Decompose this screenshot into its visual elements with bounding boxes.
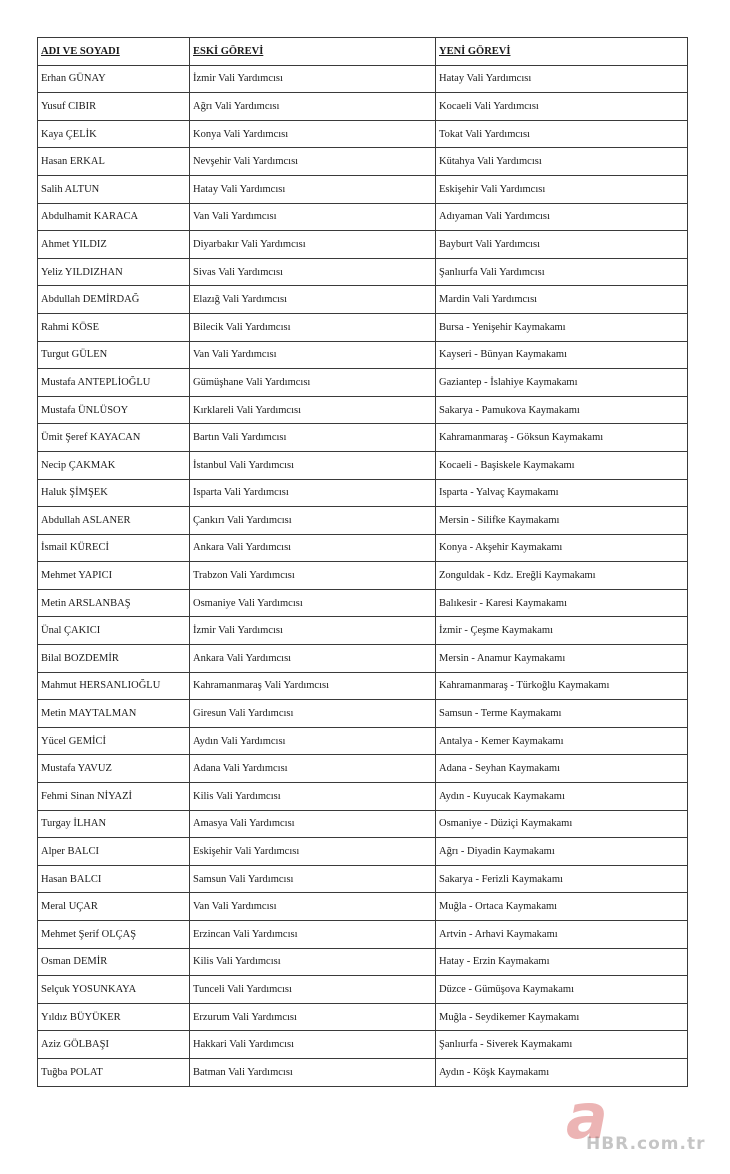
header-old-position: ESKİ GÖREVİ	[190, 38, 436, 66]
cell-name: Necip ÇAKMAK	[38, 451, 190, 479]
cell-name: Fehmi Sinan NİYAZİ	[38, 783, 190, 811]
cell-new-position: Adana - Seyhan Kaymakamı	[436, 755, 688, 783]
table-row	[38, 562, 688, 590]
cell-old-position: İzmir Vali Yardımcısı	[190, 65, 436, 93]
table-row	[38, 838, 688, 866]
table-row	[38, 231, 688, 259]
table-row	[38, 921, 688, 949]
cell-new-position: Sakarya - Pamukova Kaymakamı	[436, 396, 688, 424]
cell-old-position: Gümüşhane Vali Yardımcısı	[190, 369, 436, 397]
table-row	[38, 534, 688, 562]
cell-name: Yusuf CIBIR	[38, 93, 190, 121]
cell-old-position: Batman Vali Yardımcısı	[190, 1058, 436, 1086]
cell-old-position: Ankara Vali Yardımcısı	[190, 534, 436, 562]
table-row	[38, 1031, 688, 1059]
cell-old-position: Kilis Vali Yardımcısı	[190, 783, 436, 811]
cell-new-position: Mersin - Silifke Kaymakamı	[436, 507, 688, 535]
cell-name: Alper BALCI	[38, 838, 190, 866]
cell-name: Mehmet YAPICI	[38, 562, 190, 590]
table-row	[38, 148, 688, 176]
cell-new-position: Düzce - Gümüşova Kaymakamı	[436, 976, 688, 1004]
cell-name: Aziz GÖLBAŞI	[38, 1031, 190, 1059]
cell-new-position: Kahramanmaraş - Türkoğlu Kaymakamı	[436, 672, 688, 700]
cell-old-position: Sivas Vali Yardımcısı	[190, 258, 436, 286]
table-body	[38, 65, 688, 1086]
cell-old-position: Van Vali Yardımcısı	[190, 893, 436, 921]
cell-old-position: Elazığ Vali Yardımcısı	[190, 286, 436, 314]
cell-name: Erhan GÜNAY	[38, 65, 190, 93]
cell-old-position: Tunceli Vali Yardımcısı	[190, 976, 436, 1004]
watermark-letter: a	[566, 1080, 608, 1153]
table-row	[38, 893, 688, 921]
cell-new-position: Konya - Akşehir Kaymakamı	[436, 534, 688, 562]
appointments-table	[37, 37, 688, 1087]
cell-old-position: Adana Vali Yardımcısı	[190, 755, 436, 783]
cell-old-position: Erzurum Vali Yardımcısı	[190, 1003, 436, 1031]
cell-name: Yücel GEMİCİ	[38, 727, 190, 755]
cell-new-position: Samsun - Terme Kaymakamı	[436, 700, 688, 728]
cell-new-position: Şanlıurfa Vali Yardımcısı	[436, 258, 688, 286]
cell-new-position: Aydın - Köşk Kaymakamı	[436, 1058, 688, 1086]
table-row	[38, 65, 688, 93]
cell-name: Meral UÇAR	[38, 893, 190, 921]
cell-new-position: Kocaeli Vali Yardımcısı	[436, 93, 688, 121]
cell-old-position: Kahramanmaraş Vali Yardımcısı	[190, 672, 436, 700]
cell-old-position: Diyarbakır Vali Yardımcısı	[190, 231, 436, 259]
table-row	[38, 755, 688, 783]
table-row	[38, 948, 688, 976]
cell-new-position: Mersin - Anamur Kaymakamı	[436, 645, 688, 673]
cell-old-position: Kırklareli Vali Yardımcısı	[190, 396, 436, 424]
table-row	[38, 589, 688, 617]
watermark-text: HBR.com.tr	[586, 1134, 706, 1154]
table-row	[38, 396, 688, 424]
header-new-position: YENİ GÖREVİ	[436, 38, 688, 66]
header-name: ADI VE SOYADI	[38, 38, 190, 66]
table-row	[38, 1003, 688, 1031]
table-row	[38, 727, 688, 755]
cell-name: Metin ARSLANBAŞ	[38, 589, 190, 617]
cell-name: Ünal ÇAKICI	[38, 617, 190, 645]
cell-new-position: Kayseri - Bünyan Kaymakamı	[436, 341, 688, 369]
cell-new-position: Antalya - Kemer Kaymakamı	[436, 727, 688, 755]
cell-name: Osman DEMİR	[38, 948, 190, 976]
cell-old-position: Ankara Vali Yardımcısı	[190, 645, 436, 673]
cell-name: Mustafa ÜNLÜSOY	[38, 396, 190, 424]
table-row	[38, 258, 688, 286]
cell-name: Mehmet Şerif OLÇAŞ	[38, 921, 190, 949]
cell-old-position: Isparta Vali Yardımcısı	[190, 479, 436, 507]
cell-old-position: Kilis Vali Yardımcısı	[190, 948, 436, 976]
cell-name: Bilal BOZDEMİR	[38, 645, 190, 673]
cell-name: Rahmi KÖSE	[38, 313, 190, 341]
cell-name: Kaya ÇELİK	[38, 120, 190, 148]
cell-old-position: Nevşehir Vali Yardımcısı	[190, 148, 436, 176]
cell-name: Mustafa ANTEPLİOĞLU	[38, 369, 190, 397]
cell-name: Turgay İLHAN	[38, 810, 190, 838]
table-row	[38, 120, 688, 148]
cell-name: Haluk ŞİMŞEK	[38, 479, 190, 507]
cell-old-position: Trabzon Vali Yardımcısı	[190, 562, 436, 590]
cell-new-position: Muğla - Ortaca Kaymakamı	[436, 893, 688, 921]
cell-old-position: Osmaniye Vali Yardımcısı	[190, 589, 436, 617]
table-row	[38, 810, 688, 838]
cell-name: Tuğba POLAT	[38, 1058, 190, 1086]
cell-old-position: Hakkari Vali Yardımcısı	[190, 1031, 436, 1059]
cell-new-position: Şanlıurfa - Siverek Kaymakamı	[436, 1031, 688, 1059]
table-row	[38, 93, 688, 121]
table-row	[38, 479, 688, 507]
cell-new-position: Hatay Vali Yardımcısı	[436, 65, 688, 93]
cell-new-position: Muğla - Seydikemer Kaymakamı	[436, 1003, 688, 1031]
cell-old-position: Hatay Vali Yardımcısı	[190, 175, 436, 203]
table-row	[38, 369, 688, 397]
table-row	[38, 976, 688, 1004]
cell-name: Mahmut HERSANLIOĞLU	[38, 672, 190, 700]
cell-name: Abdullah ASLANER	[38, 507, 190, 535]
cell-old-position: Konya Vali Yardımcısı	[190, 120, 436, 148]
hbr-watermark-logo	[558, 1080, 708, 1166]
cell-new-position: Gaziantep - İslahiye Kaymakamı	[436, 369, 688, 397]
cell-name: Hasan ERKAL	[38, 148, 190, 176]
table-row	[38, 341, 688, 369]
cell-old-position: Samsun Vali Yardımcısı	[190, 865, 436, 893]
cell-old-position: İstanbul Vali Yardımcısı	[190, 451, 436, 479]
cell-new-position: Sakarya - Ferizli Kaymakamı	[436, 865, 688, 893]
cell-old-position: Bartın Vali Yardımcısı	[190, 424, 436, 452]
cell-new-position: Isparta - Yalvaç Kaymakamı	[436, 479, 688, 507]
cell-name: Selçuk YOSUNKAYA	[38, 976, 190, 1004]
cell-new-position: Bursa - Yenişehir Kaymakamı	[436, 313, 688, 341]
table-row	[38, 203, 688, 231]
cell-old-position: Bilecik Vali Yardımcısı	[190, 313, 436, 341]
cell-new-position: Eskişehir Vali Yardımcısı	[436, 175, 688, 203]
cell-new-position: Aydın - Kuyucak Kaymakamı	[436, 783, 688, 811]
table-row	[38, 451, 688, 479]
cell-name: Abdullah DEMİRDAĞ	[38, 286, 190, 314]
header-row	[38, 38, 688, 66]
cell-name: Abdulhamit KARACA	[38, 203, 190, 231]
cell-old-position: Erzincan Vali Yardımcısı	[190, 921, 436, 949]
cell-new-position: Tokat Vali Yardımcısı	[436, 120, 688, 148]
table-row	[38, 507, 688, 535]
cell-new-position: Osmaniye - Düziçi Kaymakamı	[436, 810, 688, 838]
cell-name: Ümit Şeref KAYACAN	[38, 424, 190, 452]
table-row	[38, 865, 688, 893]
cell-new-position: Kocaeli - Başiskele Kaymakamı	[436, 451, 688, 479]
table-row	[38, 700, 688, 728]
cell-new-position: Adıyaman Vali Yardımcısı	[436, 203, 688, 231]
cell-name: Salih ALTUN	[38, 175, 190, 203]
cell-old-position: Van Vali Yardımcısı	[190, 203, 436, 231]
table-row	[38, 783, 688, 811]
cell-old-position: Giresun Vali Yardımcısı	[190, 700, 436, 728]
cell-name: Yıldız BÜYÜKER	[38, 1003, 190, 1031]
cell-old-position: Eskişehir Vali Yardımcısı	[190, 838, 436, 866]
cell-old-position: Van Vali Yardımcısı	[190, 341, 436, 369]
cell-new-position: Mardin Vali Yardımcısı	[436, 286, 688, 314]
cell-new-position: Bayburt Vali Yardımcısı	[436, 231, 688, 259]
table-row	[38, 424, 688, 452]
cell-new-position: Kahramanmaraş - Göksun Kaymakamı	[436, 424, 688, 452]
cell-new-position: Balıkesir - Karesi Kaymakamı	[436, 589, 688, 617]
cell-old-position: Amasya Vali Yardımcısı	[190, 810, 436, 838]
cell-name: Yeliz YILDIZHAN	[38, 258, 190, 286]
cell-name: Turgut GÜLEN	[38, 341, 190, 369]
cell-new-position: Ağrı - Diyadin Kaymakamı	[436, 838, 688, 866]
table-row	[38, 672, 688, 700]
cell-new-position: Zonguldak - Kdz. Ereğli Kaymakamı	[436, 562, 688, 590]
cell-new-position: Artvin - Arhavi Kaymakamı	[436, 921, 688, 949]
cell-name: İsmail KÜRECİ	[38, 534, 190, 562]
table-row	[38, 313, 688, 341]
cell-new-position: Kütahya Vali Yardımcısı	[436, 148, 688, 176]
cell-name: Mustafa YAVUZ	[38, 755, 190, 783]
table-row	[38, 175, 688, 203]
table-row	[38, 286, 688, 314]
table-header	[38, 38, 688, 66]
cell-name: Ahmet YILDIZ	[38, 231, 190, 259]
table-row	[38, 645, 688, 673]
cell-old-position: Çankırı Vali Yardımcısı	[190, 507, 436, 535]
cell-new-position: İzmir - Çeşme Kaymakamı	[436, 617, 688, 645]
table-row	[38, 617, 688, 645]
cell-name: Metin MAYTALMAN	[38, 700, 190, 728]
cell-old-position: Aydın Vali Yardımcısı	[190, 727, 436, 755]
cell-old-position: Ağrı Vali Yardımcısı	[190, 93, 436, 121]
cell-old-position: İzmir Vali Yardımcısı	[190, 617, 436, 645]
cell-new-position: Hatay - Erzin Kaymakamı	[436, 948, 688, 976]
cell-name: Hasan BALCI	[38, 865, 190, 893]
